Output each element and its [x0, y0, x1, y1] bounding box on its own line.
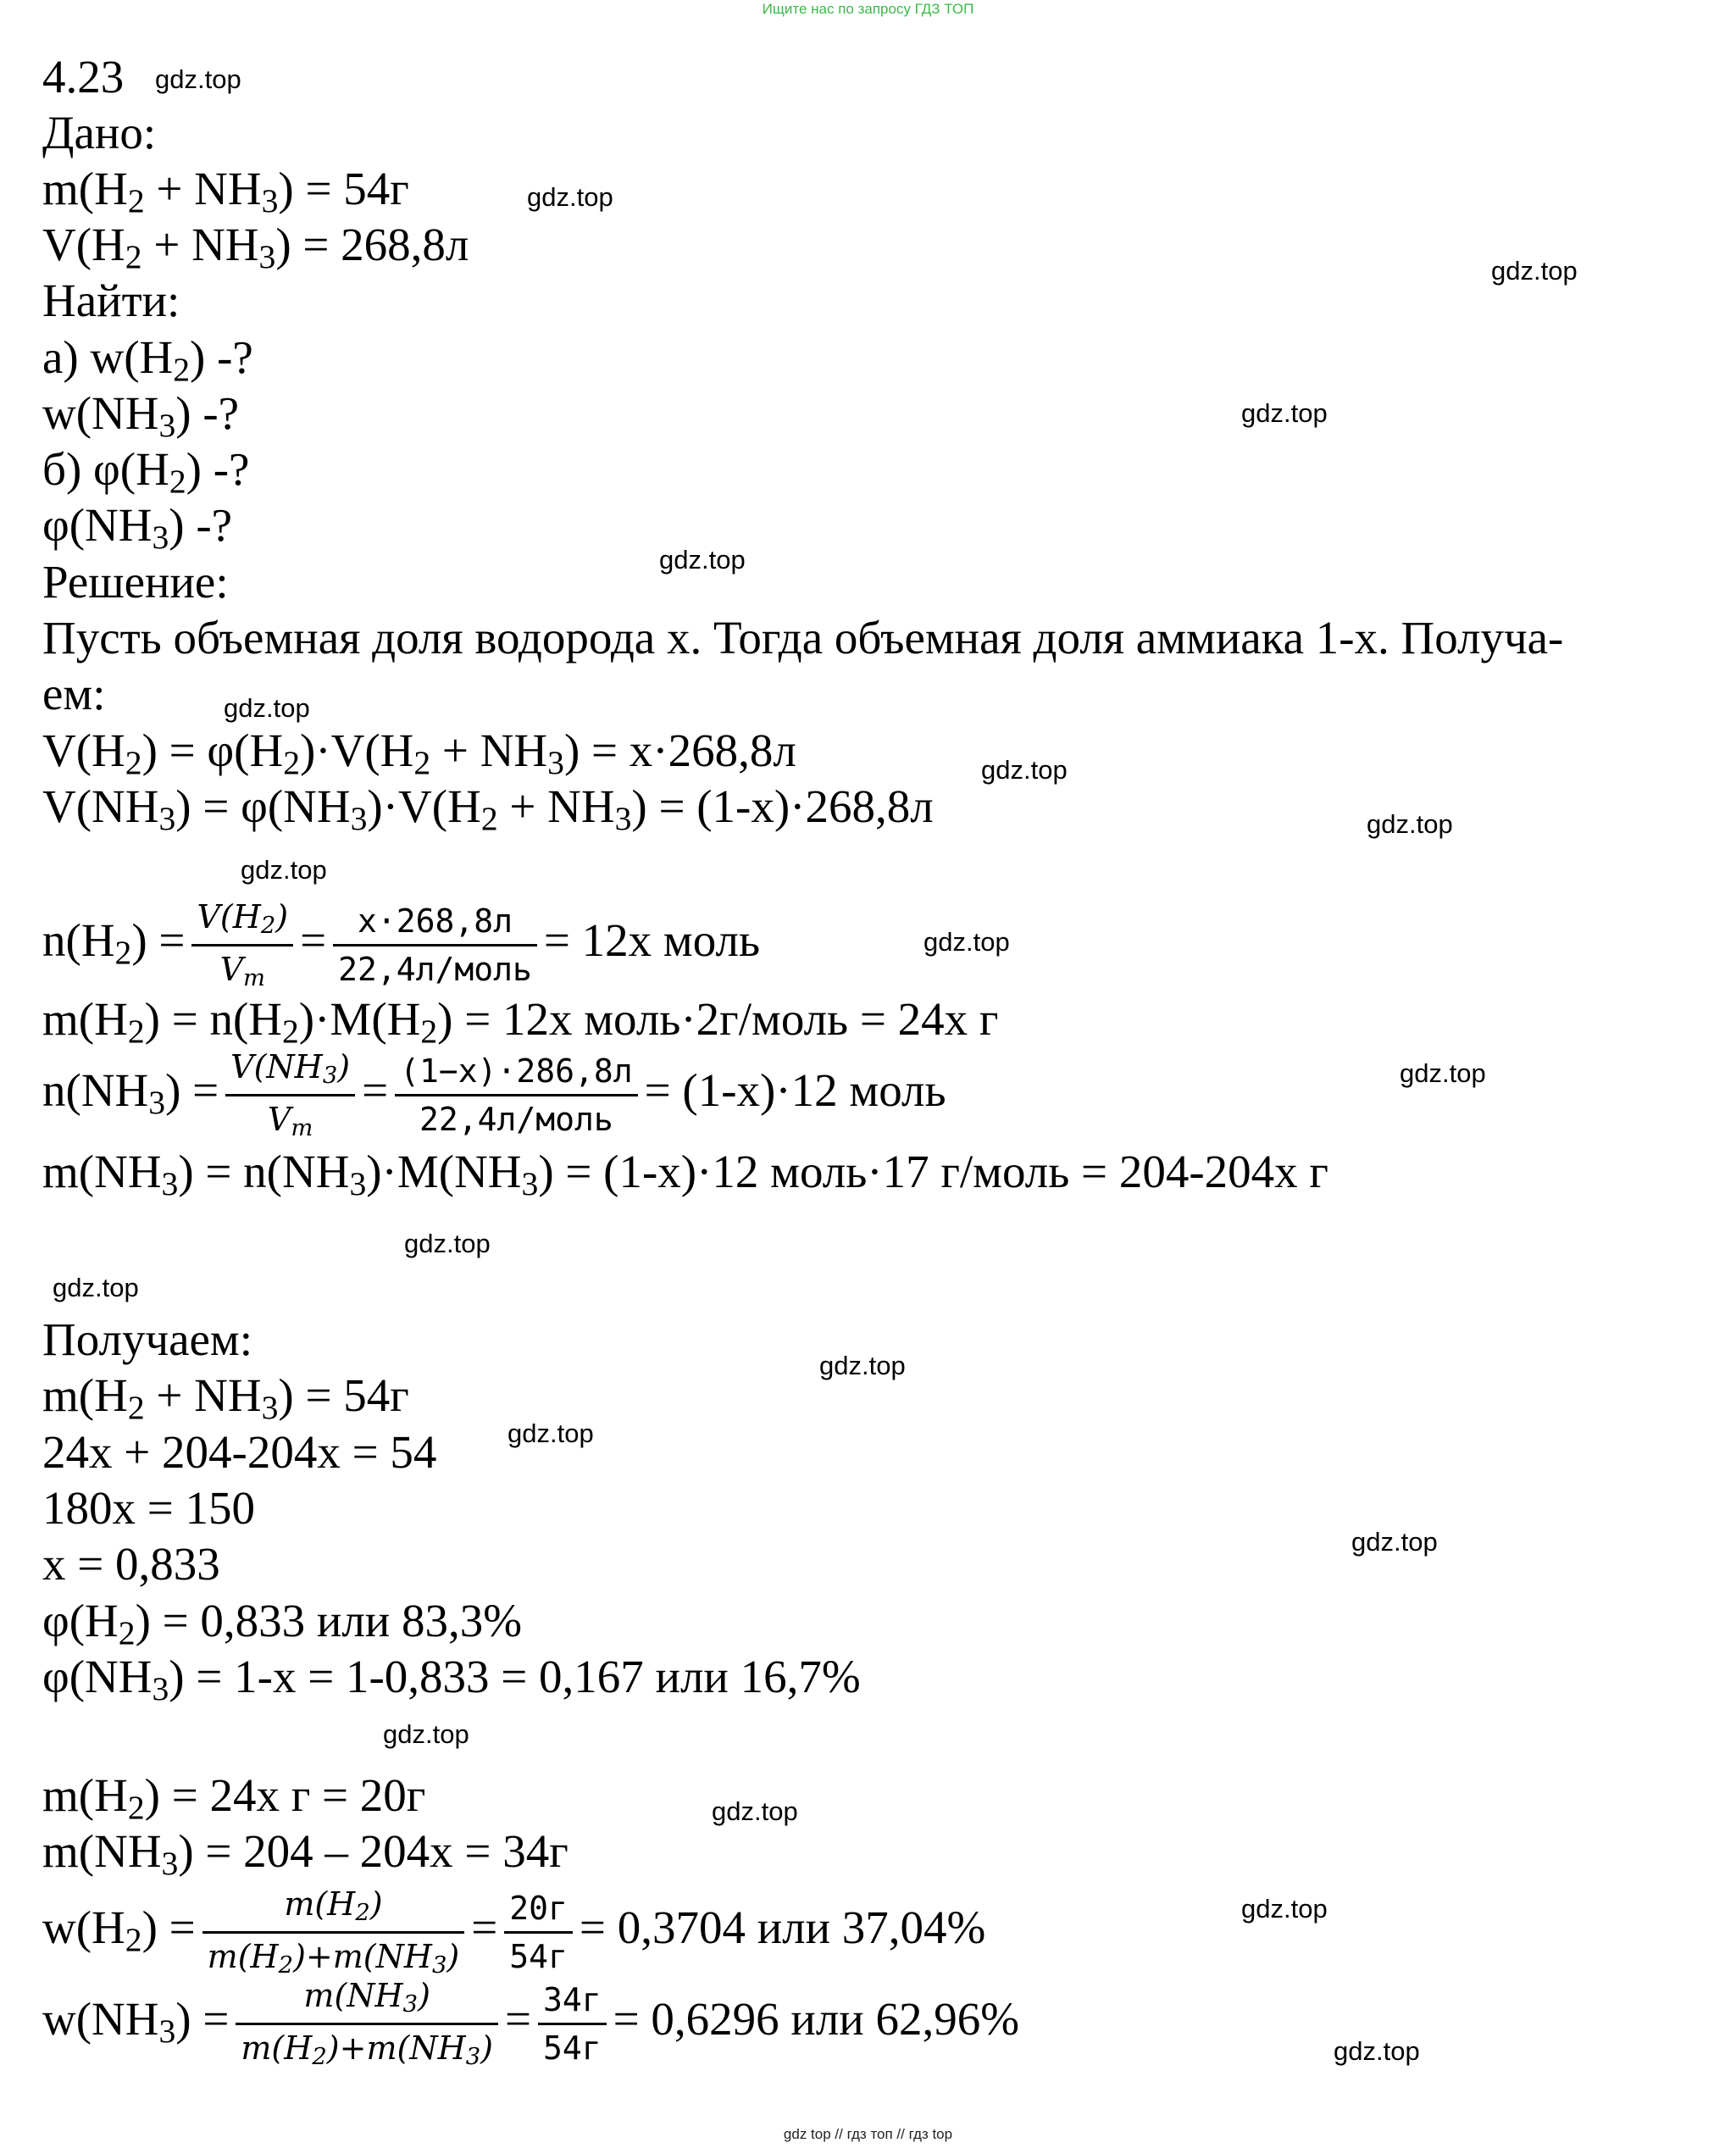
- watermark: gdz.top: [1334, 2036, 1420, 2066]
- phi-nh3-result: φ(NH3) = 1-x = 1-0,833 = 0,167 или 16,7%: [42, 1651, 861, 1707]
- fraction-n-h2-values: $\frac{x\cdot 268,8л}{\text{22,4л/моль}}$: [333, 902, 537, 989]
- watermark: gdz.top: [1367, 809, 1453, 839]
- watermark: gdz.top: [507, 1418, 594, 1448]
- watermark: gdz.top: [1491, 256, 1578, 286]
- watermark: gdz.top: [712, 1796, 798, 1826]
- n-h2-formula: n(H2) = $\frac{V(H2)}{Vm}$ = $\frac{x\cdot 268,8л}{\text{22,4л/моль}}$ = 12x моль: [42, 897, 761, 991]
- watermark: gdz.top: [1241, 398, 1328, 428]
- watermark: gdz.top: [1351, 1527, 1438, 1557]
- m-nh3-final: m(NH3) = 204 – 204x = 34г: [42, 1825, 568, 1882]
- eq-mass: m(H2 + NH3) = 54г: [42, 1369, 409, 1426]
- fraction-n-nh3-values: $\frac{(1-x)\cdot 286,8л}{\text{22,4л/моль}}$: [395, 1052, 638, 1139]
- find-heading: Найти:: [42, 275, 180, 326]
- v-nh3-formula: V(NH3) = φ(NH3)·V(H2 + NH3) = (1-x)·268,8л: [42, 780, 934, 837]
- n-nh3-formula: n(NH3) = $\frac{V(NH3)}{Vm}$ = $\frac{(1-x)\cdot 286,8л}{\text{22,4л/моль}}$ = (1-x)·12 моль: [42, 1047, 946, 1141]
- phi-h2-result: φ(H2) = 0,833 или 83,3%: [42, 1595, 523, 1652]
- fraction-w-nh3-values: $\frac{34г}{54г}$: [538, 1980, 607, 2068]
- given-mass: m(H2 + NH3) = 54г: [42, 163, 409, 219]
- fraction-w-h2-masses: $\frac{m(H2)}{m(H2)+m(NH3)}$: [202, 1885, 465, 1980]
- top-banner: Ищите нас по запросу ГДЗ ТОП: [762, 1, 974, 17]
- w-h2-formula: w(H2) = $\frac{m(H2)}{m(H2)+m(NH3)}$ = $\frac{20г}{54г}$ = 0,3704 или 37,04%: [42, 1885, 986, 1979]
- find-item-b1: б) φ(H2) -?: [42, 443, 250, 500]
- w-nh3-formula: w(NH3) = $\frac{m(NH3)}{m(H2)+m(NH3)}$ = $\frac{34г}{54г}$ = 0,6296 или 62,96%: [42, 1976, 1020, 2070]
- watermark: gdz.top: [819, 1351, 906, 1380]
- given-volume: V(H2 + NH3) = 268,8л: [42, 219, 469, 275]
- watermark: gdz.top: [224, 693, 310, 723]
- fraction-v-h2-vm: $\frac{V(H2)}{Vm}$: [191, 897, 293, 993]
- watermark: gdz.top: [1241, 1894, 1328, 1924]
- watermark: gdz.top: [241, 855, 327, 885]
- find-item-a1: а) w(H2) -?: [42, 331, 253, 388]
- fraction-v-nh3-vm: $\frac{V(NH3)}{Vm}$: [225, 1047, 355, 1143]
- solution-intro-line2: ем:: [42, 668, 106, 719]
- watermark: gdz.top: [527, 182, 613, 212]
- watermark: gdz.top: [923, 927, 1010, 957]
- solution-intro-line1: Пусть объемная доля водорода x. Тогда объемная доля аммиака 1-x. Получа-: [42, 612, 1564, 663]
- footer-text: gdz top // гдз топ // гдз top: [783, 2126, 953, 2142]
- solution-heading: Решение:: [42, 556, 229, 608]
- m-h2-final: m(H2) = 24x г = 20г: [42, 1769, 426, 1826]
- m-h2-formula: m(H2) = n(H2)·M(H2) = 12x моль·2г/моль = 24x г: [42, 993, 999, 1050]
- eq-1: 24x + 204-204x = 54: [42, 1426, 437, 1478]
- problem-number: 4.23: [42, 51, 125, 103]
- find-item-a2: w(NH3) -?: [42, 387, 240, 444]
- v-h2-formula: V(H2) = φ(H2)·V(H2 + NH3) = x·268,8л: [42, 724, 796, 781]
- given-heading: Дано:: [42, 107, 157, 158]
- watermark: gdz.top: [155, 64, 241, 94]
- watermark: gdz.top: [1400, 1058, 1486, 1088]
- get-heading: Получаем:: [42, 1313, 253, 1365]
- find-item-b2: φ(NH3) -?: [42, 499, 233, 556]
- watermark: gdz.top: [53, 1273, 139, 1302]
- fraction-w-nh3-masses: $\frac{m(NH3)}{m(H2)+m(NH3)}$: [236, 1976, 498, 2072]
- eq-2: 180x = 150: [42, 1482, 256, 1534]
- watermark: gdz.top: [981, 755, 1068, 785]
- fraction-w-h2-values: $\frac{20г}{54г}$: [504, 1889, 573, 1976]
- m-nh3-formula: m(NH3) = n(NH3)·M(NH3) = (1-x)·12 моль·17 г/моль = 204-204x г: [42, 1146, 1328, 1202]
- watermark: gdz.top: [404, 1229, 491, 1258]
- watermark: gdz.top: [659, 545, 746, 575]
- watermark: gdz.top: [383, 1719, 469, 1749]
- eq-3: x = 0,833: [42, 1538, 220, 1590]
